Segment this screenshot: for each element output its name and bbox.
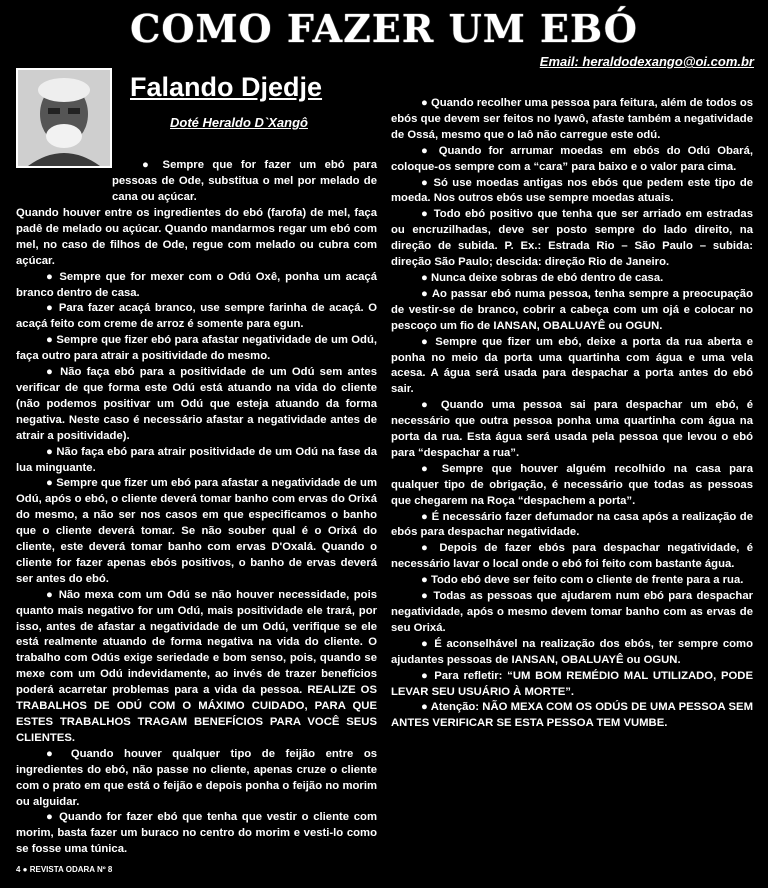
paragraph: ● Quando recolher uma pessoa para feitura, além de todos os ebós que devem ser feitos no Iyawô, afaste também a negatividade de Ossá, mesmo que o Iaô não carregue este odú. [391, 97, 754, 141]
paragraph: ● Quando for arrumar moedas em ebós do Odú Obará, coloque-os sempre com a “cara” para baixo e o valor para cima. [391, 144, 753, 173]
paragraph: ● Depois de fazer ebós para despachar negatividade, é necessário lavar o local onde o ebó foi feito com bastante água. [391, 542, 753, 571]
paragraph: ● Para refletir: “UM BOM REMÉDIO MAL UTILIZADO, PODE LEVAR SEU USUÁRIO À MORTE”. [391, 669, 753, 698]
paragraph: ● Sempre que fizer um ebó, deixe a porta da rua aberta e ponha no meio da porta uma quartinha com água e uma vela acesa. A água será usada para despachar a porta antes do ebó sair. [391, 335, 753, 396]
paragraph: ● Só use moedas antigas nos ebós que pedem este tipo de moeda. Nos outros ebós use sempre moedas atuais. [391, 176, 753, 205]
column-title: Falando Djedje [130, 72, 323, 102]
paragraph: ● Quando uma pessoa sai para despachar um ebó, é necessário que outra pessoa ponha uma quartinha com água na porta da rua. Esta água será usada pela pessoa que levou o ebó para “despachar a rua”. [391, 399, 753, 459]
paragraph: ● Sempre que for fazer um ebó para pessoas de Ode, substitua o mel por melado de cana ou açúcar. [112, 159, 377, 203]
paragraph: ● Não mexa com um Odú se não houver necessidade, pois quanto mais negativo for um Odú, mais positividade ele trará, por isso, antes de afastar a negatividade de um Odú, verifique se ele está realmente atuando de forma negativa na vida do cliente. O trabalho com Odús exige seriedade e bom senso, pois, quando se mexe com um Odú indevidamente, ao invés de trazer benefícios poderá acarretar problemas para a vida da pessoa. REALIZE OS TRABALHOS DE ODÚ COM O MÁXIMO CUIDADO, PARA QUE ESTES TRABALHOS TRAGAM BENEFÍCIOS PARA VOCÊ SEUS CLIENTES. [16, 588, 377, 744]
paragraph: ● Sempre que houver alguém recolhido na casa para qualquer tipo de obrigação, é necessário que todas as pessoas que chegarem na Roça “despachem a porta”. [391, 462, 753, 507]
paragraph: ● Atenção: NÃO MEXA COM OS ODÚS DE UMA PESSOA SEM ANTES VERIFICAR SE ESTA PESSOA TEM VUMBE. [391, 701, 753, 730]
right-column [391, 96, 753, 732]
paragraph: ● Quando for fazer ebó que tenha que vestir o cliente com morim, basta fazer um buraco no centro do morim e vesti-lo como se fosse uma túnica. [16, 811, 377, 856]
paragraph: ● Todo ebó deve ser feito com o cliente de frente para a rua. [421, 574, 744, 587]
paragraph: ● Sempre que fizer ebó para afastar negatividade de um Odú, faça outro para atrair a positividade do mesmo. [16, 334, 377, 363]
paragraph: ● Todo ebó positivo que tenha que ser arriado em estradas ou encruzilhadas, deve ser posto sempre do lado direito, na direção de subida. P. Ex.: Estrada Rio – São Paulo – subida: direção São Paulo; descida: direção Rio de Janeiro. [391, 208, 753, 269]
paragraph: ● Ao passar ebó numa pessoa, tenha sempre a preocupação de vestir-se de branco, cobrir a cabeça com um ojá e colocar no pescoço um fio de IANSAN, OBALUAYÊ ou OGUN. [391, 287, 753, 332]
paragraph: Quando houver entre os ingredientes do ebó (farofa) de mel, faça padê de melado ou açúcar. Quando mandarmos regar um ebó com mel, no caso de filhos de Ode, regue com melado ou cubra com açúcar. [16, 207, 377, 267]
email-link[interactable]: Email: heraldodexango@oi.com.br [539, 54, 754, 69]
paragraph: ● Não faça ebó para a positividade de um Odú sem antes verificar de que forma este Odú está atuando na vida do cliente (não podemos positivar um Odú que esteja atuando da forma negativa. Neste caso é necessário afastar a negatividade antes de atrair a positividade). [16, 366, 377, 442]
page-title: COMO FAZER UM EBÓ [130, 6, 638, 51]
paragraph: ● Para fazer acaçá branco, use sempre farinha de acaçá. O acaçá feito com creme de arroz é somente para egun. [16, 302, 377, 331]
paragraph: ● Todas as pessoas que ajudarem num ebó para despachar negatividade, após o mesmo devem tomar banho com as ervas de seu Orixá. [391, 590, 753, 634]
paragraph: ● É necessário fazer defumador na casa após a realização de ebós para despachar negatividade. [391, 510, 753, 539]
paragraph: ● Não faça ebó para atrair positividade de um Odú na fase da lua minguante. [16, 445, 377, 474]
paragraph: ● Quando houver qualquer tipo de feijão entre os ingredientes do ebó, não passe no cliente, apenas cruze o cliente com o prato em que está o feijão e depois ponha o feijão no morim ou alguidar. [16, 747, 377, 808]
paragraph: ● Sempre que fizer um ebó para afastar a negatividade de um Odú, após o ebó, o cliente deverá tomar banho com ervas do Orixá do mesmo, a não ser nos casos em que especificamos o banho que o cliente deverá tomar. Se não souber qual é o Orixá do cliente, este deverá tomar banho com ervas D'Oxalá. Quando o cliente for fazer apenas ebós positivos, o banho de ervas deverá ser antes do ebó. [16, 477, 377, 585]
page-footer: 4 ● REVISTA ODARA Nº 8 [16, 865, 113, 874]
left-column [16, 206, 377, 858]
paragraph: ● É aconselhável na realização dos ebós, ter sempre como ajudantes pessoas de IANSAN, OBALUAYÊ ou OGUN. [391, 637, 753, 666]
paragraph: ● Sempre que for mexer com o Odú Oxê, ponha um acaçá branco dentro de casa. [16, 270, 377, 299]
paragraph: ● Nunca deixe sobras de ebó dentro de casa. [421, 271, 664, 284]
author-photo [16, 68, 112, 168]
author-byline: Doté Heraldo D`Xangô [170, 115, 308, 130]
intro-text [112, 158, 377, 206]
